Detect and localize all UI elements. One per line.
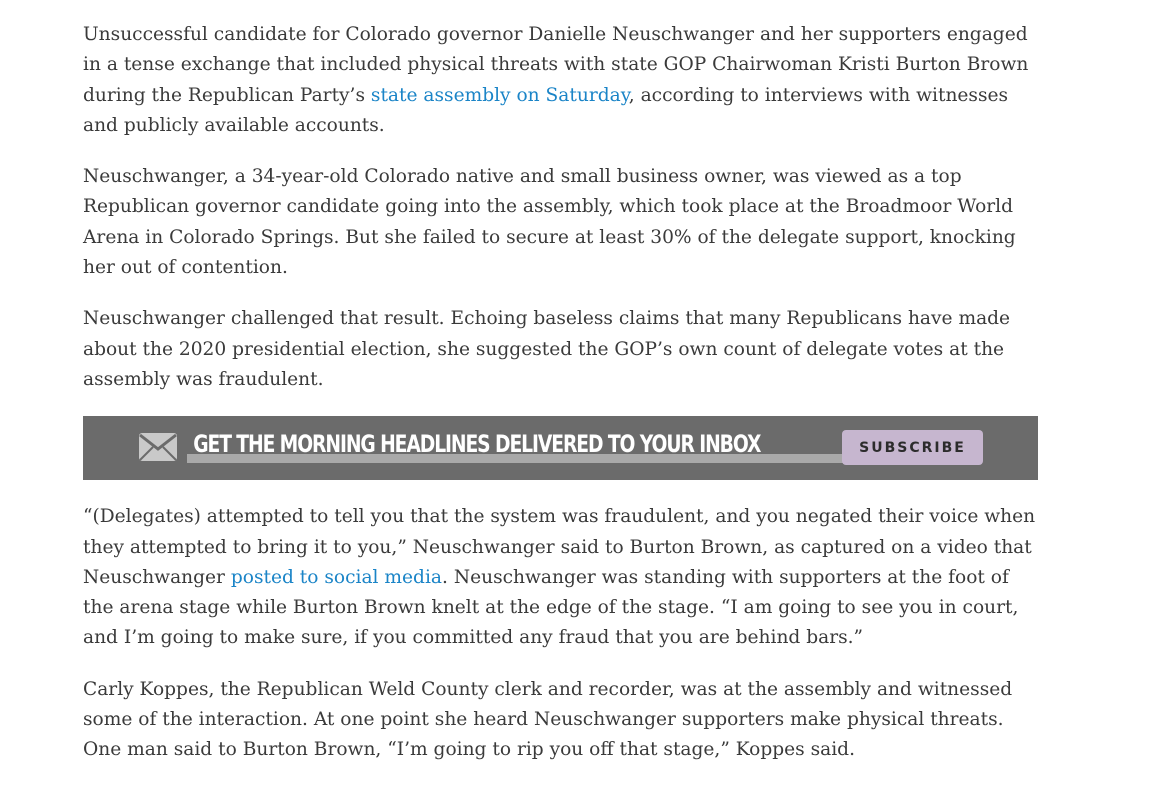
social-media-link[interactable]: posted to social media bbox=[230, 566, 442, 588]
promo-headline: GET THE MORNING HEADLINES DELIVERED TO YOUR INBOX bbox=[193, 430, 761, 459]
subscribe-button[interactable]: SUBSCRIBE bbox=[842, 430, 983, 465]
promo-headline-wrap bbox=[187, 429, 930, 465]
paragraph-1-text-start: Unsuccessful candidate for Colorado governor Danielle Neuschwanger and her supporters engaged in a tense exchange that included physical threats with state GOP Chairwoman Kristi Burton Brown during the Republican Party’s bbox=[83, 24, 1029, 106]
paragraph-5: Carly Koppes, the Republican Weld County clerk and recorder, was at the assembly and witnessed some of the interaction. At one point she heard Neuschwanger supporters make physical threats. One man said to Burton Brown, “I’m going to rip you off that stage,” Koppes said. bbox=[83, 678, 1013, 761]
paragraph-1 bbox=[83, 20, 1043, 141]
paragraph-4-text-start: “(Delegates) attempted to tell you that the system was fraudulent, and you negated their voice when they attempted to bring it to you,” Neuschwanger said to Burton Brown, as captured on a video that Neuschwanger bbox=[83, 506, 1036, 588]
paragraph-2: Neuschwanger, a 34-year-old Colorado native and small business owner, was viewed as a top Republican governor candidate going into the assembly, which took place at the Broadmoor World Arena in Colorado Springs. But she failed to secure at least 30% of the delegate support, knocking her out of contention. bbox=[83, 166, 1016, 279]
paragraph-3: Neuschwanger challenged that result. Echoing baseless claims that many Republicans have made about the 2020 presidential election, she suggested the GOP’s own count of delegate votes at the assembly was fraudulent. bbox=[83, 308, 1011, 390]
paragraph-1-text-end: , according to interviews with witnesses and publicly available accounts. bbox=[83, 84, 1009, 136]
newsletter-promo-banner bbox=[83, 416, 1038, 480]
article-body bbox=[83, 20, 1043, 787]
state-assembly-link[interactable]: state assembly on Saturday bbox=[370, 84, 629, 106]
mail-icon bbox=[138, 432, 178, 462]
paragraph-4 bbox=[83, 502, 1043, 653]
paragraph-4-text-end: . Neuschwanger was standing with supporters at the foot of the arena stage while Burton Brown knelt at the edge of the stage. “I am going to see you in court, and I’m going to make sure, if you committed any fraud that you are behind bars.” bbox=[83, 566, 1019, 649]
